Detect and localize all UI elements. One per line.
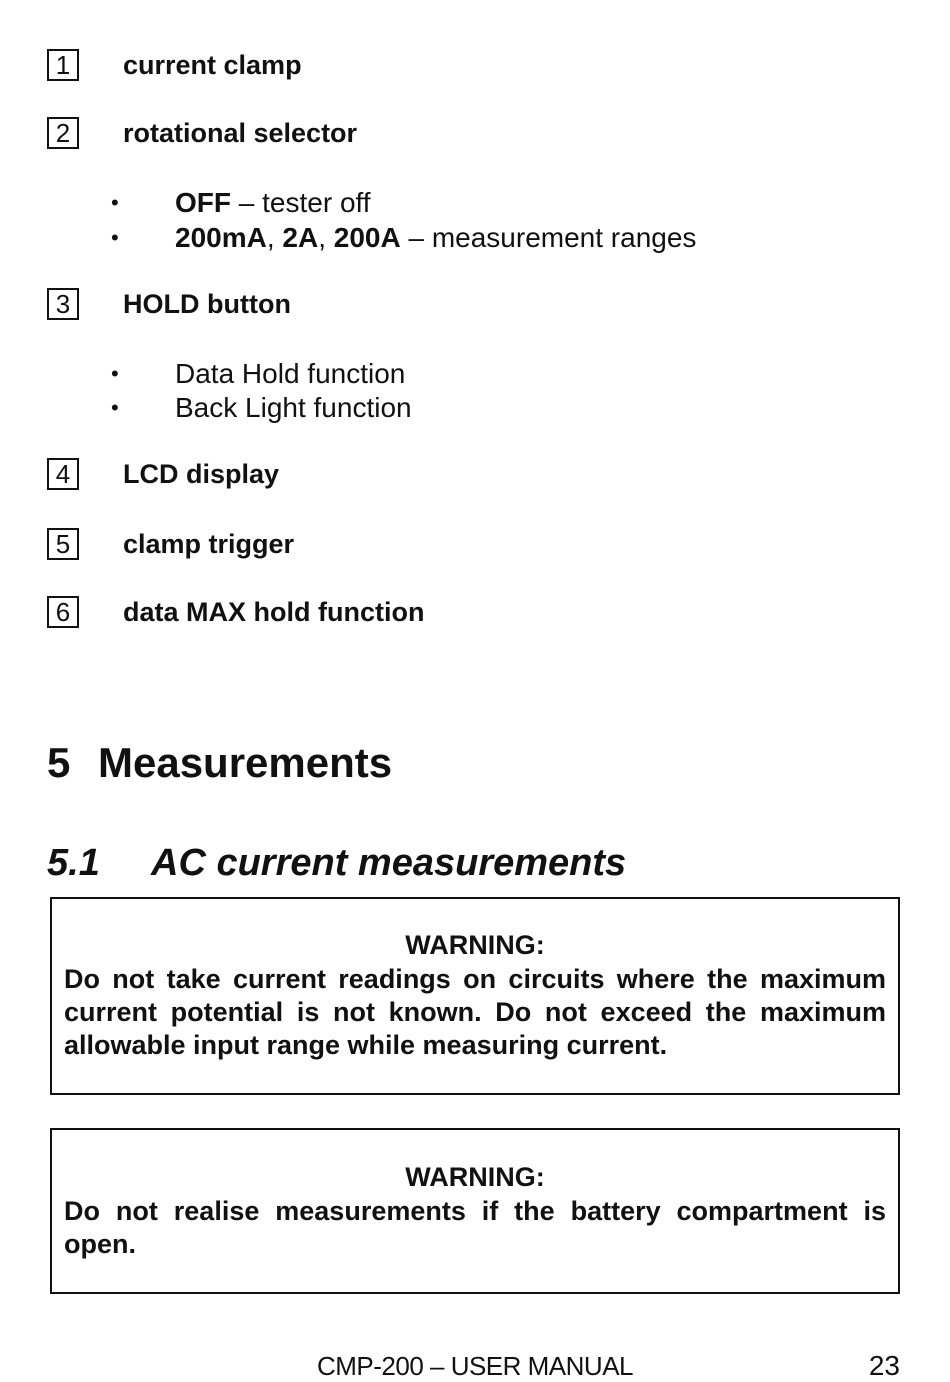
bullet-ranges-desc: – measurement ranges bbox=[400, 222, 697, 253]
item-label-current-clamp: current clamp bbox=[123, 50, 302, 80]
item-number-box: 1 bbox=[47, 49, 79, 81]
item-label-clamp-trigger: clamp trigger bbox=[123, 529, 295, 559]
item-label-lcd-display: LCD display bbox=[123, 459, 280, 489]
bullet-icon: • bbox=[111, 225, 119, 250]
subsection-heading bbox=[47, 840, 626, 886]
subsection-number: 5.1 bbox=[47, 842, 100, 884]
item-label-hold-button: HOLD button bbox=[123, 289, 291, 319]
page-number: 23 bbox=[868, 1350, 900, 1381]
item-label-rotational-selector: rotational selector bbox=[123, 118, 358, 148]
item-number-box: 4 bbox=[47, 458, 79, 490]
bullet-icon: • bbox=[111, 395, 119, 420]
section-title: Measurements bbox=[98, 739, 393, 786]
bullet-off-desc: – tester off bbox=[231, 187, 371, 218]
subsection-title: AC current measurements bbox=[151, 842, 627, 884]
bullet-off-keyword: OFF bbox=[175, 187, 231, 218]
footer-title: CMP-200 – USER MANUAL bbox=[316, 1351, 634, 1381]
range-200a: 200A bbox=[333, 222, 401, 253]
section-heading bbox=[47, 738, 392, 788]
warning-box bbox=[50, 897, 900, 1095]
bullet-back-light: Back Light function bbox=[175, 392, 412, 423]
item-number-box: 6 bbox=[47, 596, 79, 628]
warning-title: WARNING: bbox=[405, 1162, 545, 1192]
warning-text: Do not take current readings on circuits where the maximum current potential is not known. Do not exceed the maximum allowable input range while measuring current. bbox=[64, 964, 886, 1060]
range-200ma: 200mA bbox=[175, 222, 267, 253]
range-separator: , bbox=[266, 222, 283, 253]
bullet-icon: • bbox=[111, 190, 119, 215]
warning-box bbox=[50, 1128, 900, 1294]
bullet-off bbox=[175, 187, 371, 219]
item-number-box: 3 bbox=[47, 288, 79, 320]
bullet-data-hold: Data Hold function bbox=[175, 358, 406, 389]
range-2a: 2A bbox=[282, 222, 319, 253]
item-label-max-hold: data MAX hold function bbox=[123, 597, 425, 627]
warning-text: Do not realise measurements if the battery compartment is open. bbox=[64, 1196, 886, 1259]
range-separator: , bbox=[318, 222, 334, 253]
warning-title: WARNING: bbox=[405, 930, 545, 960]
section-number: 5 bbox=[47, 739, 71, 786]
bullet-icon: • bbox=[111, 361, 119, 386]
item-number-box: 5 bbox=[47, 528, 79, 560]
item-number-box: 2 bbox=[47, 117, 79, 149]
bullet-ranges bbox=[175, 222, 696, 254]
